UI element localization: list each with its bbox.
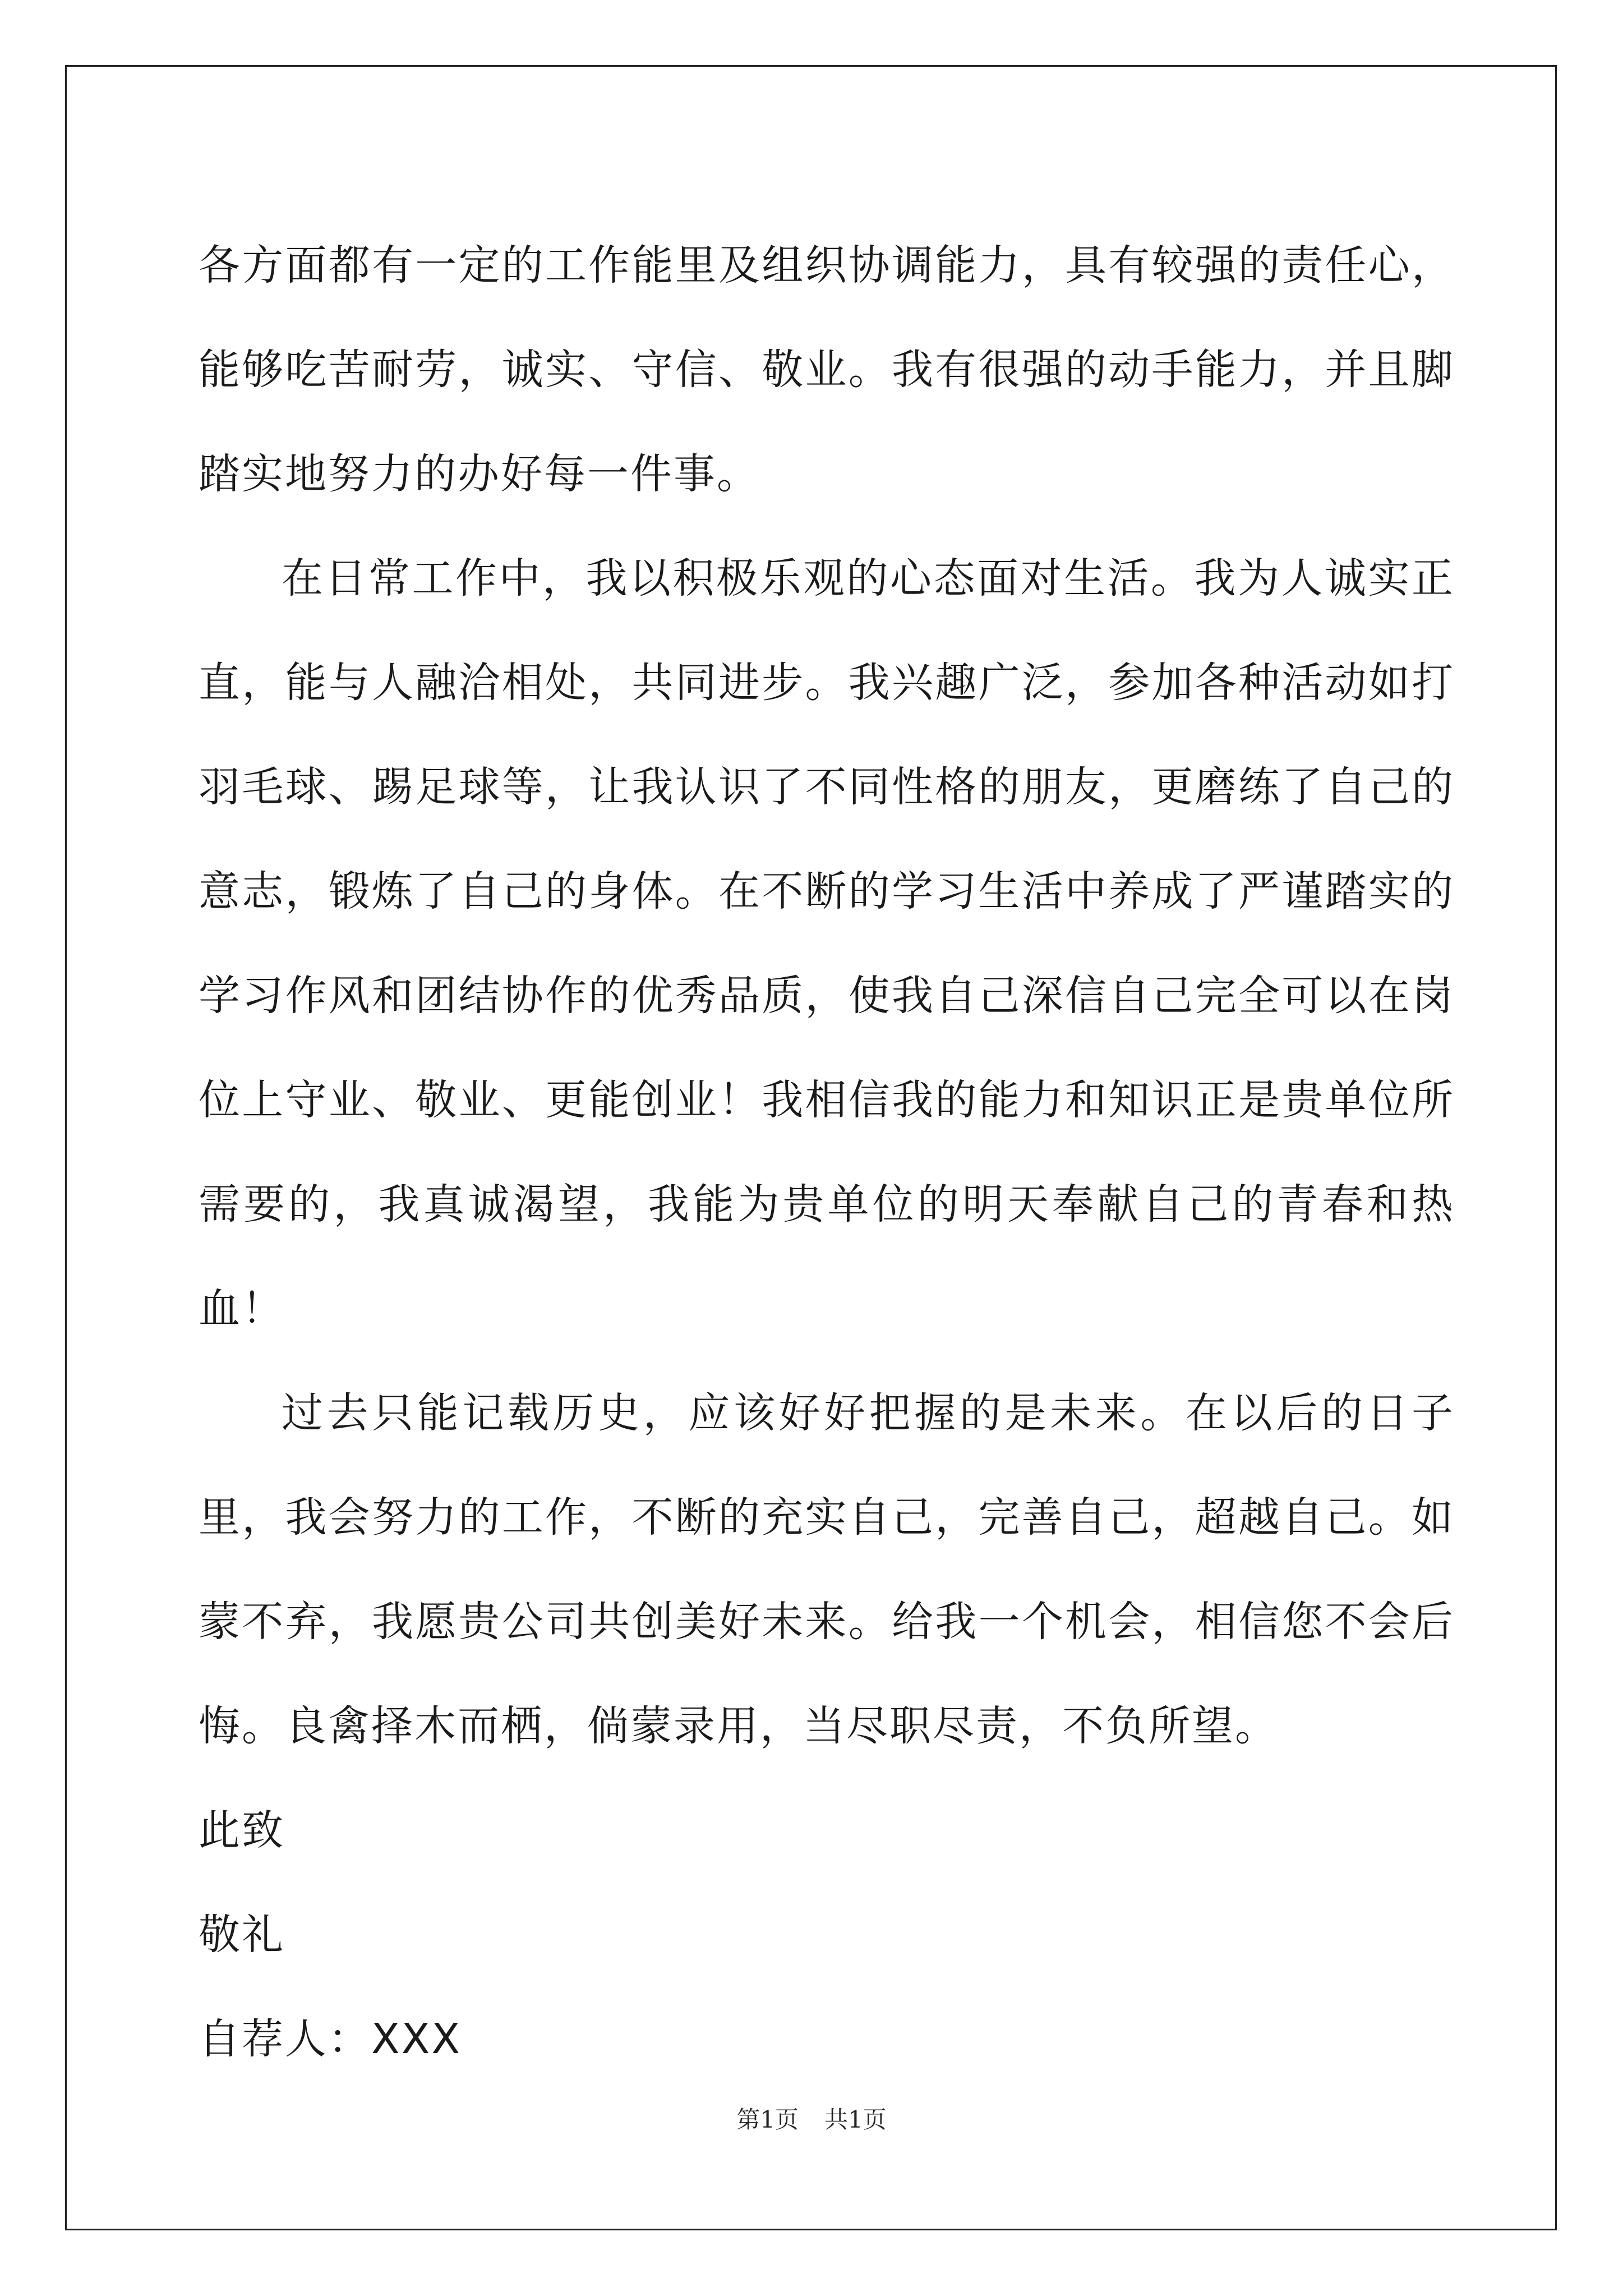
page-total: 共1页 — [824, 2106, 887, 2133]
closing-salutation-2: 敬礼 — [199, 1911, 285, 1959]
paragraph-2: 在日常工作中，我以积极乐观的心态面对生活。我为人诚实正直，能与人融洽相处，共同进步。我兴趣广泛，参加各种活动如打羽毛球、踢足球等，让我认识了不同性格的朋友，更磨练了自己的意志，锻炼了自己的身体。在不断的学习生活中养成了严谨踏实的学习作风和团结协作的优秀品质，使我自己深信自己完全可以在岗位上守业、敬业、更能创业！我相信我的能力和知识正是贵单位所需要的，我真诚渴望，我能为贵单位的明天奉献自己的青春和热血！ — [199, 554, 1455, 1333]
closing-salutation-1: 此致 — [199, 1806, 285, 1855]
paragraph-3: 过去只能记载历史，应该好好把握的是未来。在以后的日子里，我会努力的工作，不断的充实自己，完善自己，超越自己。如蒙不弃，我愿贵公司共创美好未来。给我一个机会，相信您不会后悔。良禽择木而栖，倘蒙录用，当尽职尽责，不负所望。 — [199, 1389, 1455, 1750]
document-body — [199, 213, 1455, 2091]
paragraph-1: 各方面都有一定的工作能里及组织协调能力，具有较强的责任心，能够吃苦耐劳，诚实、守信、敬业。我有很强的动手能力，并且脚踏实地努力的办好每一件事。 — [199, 241, 1455, 498]
page-footer — [0, 2101, 1623, 2135]
page-number: 第1页 — [736, 2106, 799, 2133]
signature-line: 自荐人：XXX — [199, 2015, 462, 2063]
